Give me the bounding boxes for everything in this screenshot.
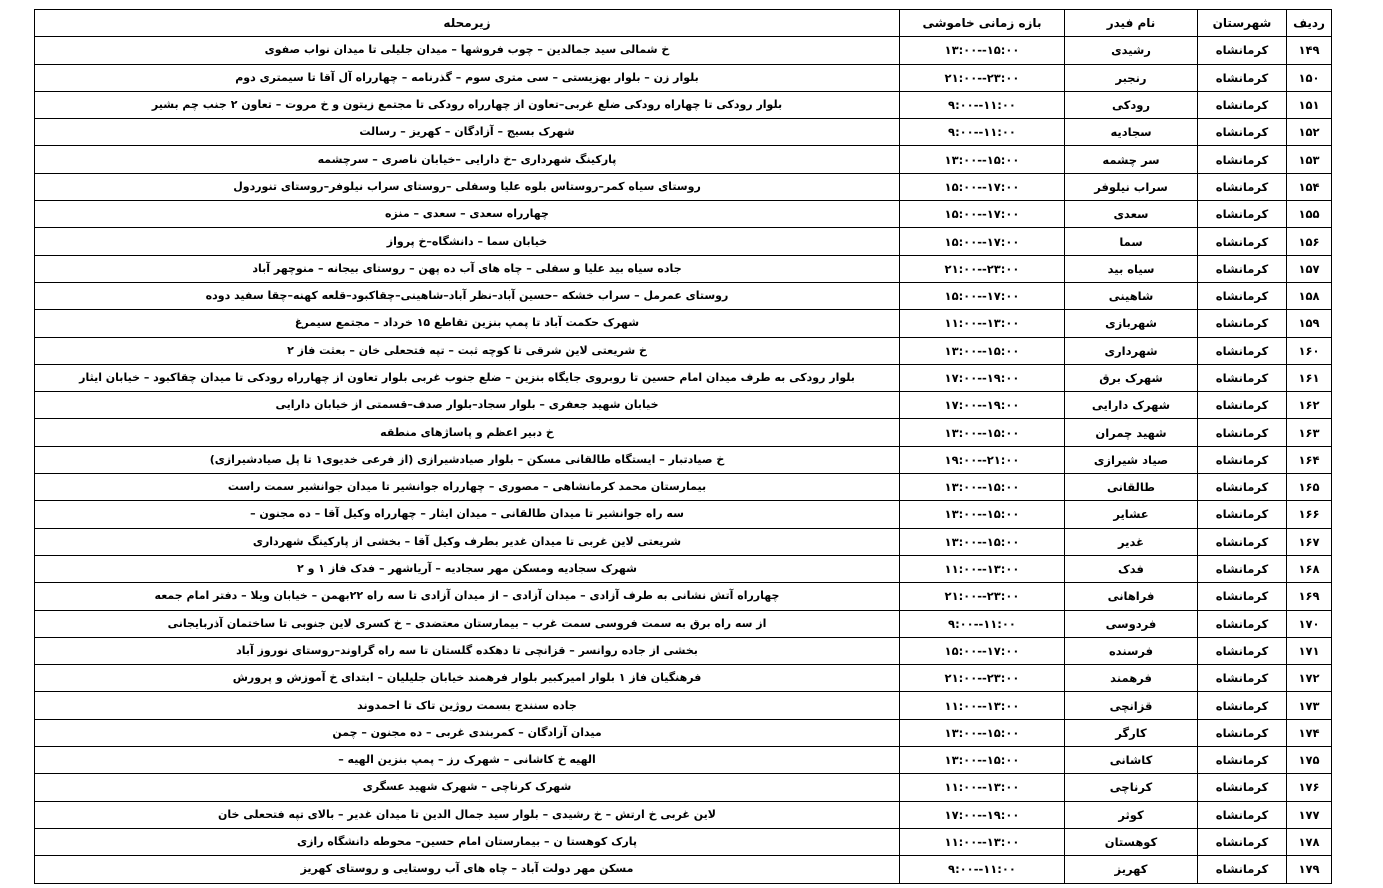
area-cell: پارکینگ شهرداری –خ دارایی –خیابان ناصری – سرچشمه	[35, 146, 900, 173]
row-number-cell: ۱۵۴	[1287, 173, 1332, 200]
table-row	[35, 119, 1332, 146]
outage-time-cell: ۱۷:۰۰--۱۹:۰۰	[900, 392, 1065, 419]
outage-time-cell: ۱۵:۰۰--۱۷:۰۰	[900, 173, 1065, 200]
city-cell: کرمانشاه	[1198, 774, 1287, 801]
feeder-cell: کوهستان	[1065, 828, 1198, 855]
city-cell: کرمانشاه	[1198, 37, 1287, 64]
area-cell: جاده سنندج بسمت روژین تاک تا احمدوند	[35, 692, 900, 719]
outage-time-cell: ۱۳:۰۰--۱۵:۰۰	[900, 419, 1065, 446]
row-number-cell: ۱۶۶	[1287, 501, 1332, 528]
area-cell: شریعتی لاین غربی تا میدان غدیر بطرف وکیل آقا – بخشی از پارکینگ شهرداری	[35, 528, 900, 555]
row-number-cell: ۱۷۳	[1287, 692, 1332, 719]
row-number-cell: ۱۷۰	[1287, 610, 1332, 637]
outage-time-cell: ۱۳:۰۰--۱۵:۰۰	[900, 37, 1065, 64]
feeder-cell: شهربازی	[1065, 310, 1198, 337]
area-cell: خیابان سما – دانشگاه–خ پرواز	[35, 228, 900, 255]
row-number-cell: ۱۷۹	[1287, 856, 1332, 883]
feeder-cell: فردوسی	[1065, 610, 1198, 637]
area-cell: خ دبیر اعظم و پاساژهای منطقه	[35, 419, 900, 446]
feeder-cell: صیاد شیرازی	[1065, 446, 1198, 473]
row-number-cell: ۱۴۹	[1287, 37, 1332, 64]
city-cell: کرمانشاه	[1198, 801, 1287, 828]
row-number-cell: ۱۷۴	[1287, 719, 1332, 746]
area-cell: شهرک بسیج – آزادگان – کهریز – رسالت	[35, 119, 900, 146]
area-cell: جاده سیاه بید علیا و سفلی – چاه های آب ده پهن – روستای بیجانه – منوچهر آباد	[35, 255, 900, 282]
area-cell: از سه راه برق به سمت فروسی سمت غرب – بیمارستان معتضدی – خ کسری لاین جنوبی تا ساختمان آذربایجانی	[35, 610, 900, 637]
table-row	[35, 555, 1332, 582]
feeder-cell: سر چشمه	[1065, 146, 1198, 173]
table-row	[35, 828, 1332, 855]
outage-time-cell: ۹:۰۰--۱۱:۰۰	[900, 119, 1065, 146]
feeder-cell: غدیر	[1065, 528, 1198, 555]
row-number-cell: ۱۵۵	[1287, 201, 1332, 228]
header-area: زیرمحله	[35, 10, 900, 37]
outage-time-cell: ۲۱:۰۰--۲۳:۰۰	[900, 255, 1065, 282]
area-cell: میدان آزادگان – کمربندی غربی – ده مجنون – چمن	[35, 719, 900, 746]
table-row	[35, 583, 1332, 610]
feeder-cell: سعدی	[1065, 201, 1198, 228]
city-cell: کرمانشاه	[1198, 282, 1287, 309]
outage-time-cell: ۲۱:۰۰--۲۳:۰۰	[900, 64, 1065, 91]
city-cell: کرمانشاه	[1198, 719, 1287, 746]
city-cell: کرمانشاه	[1198, 637, 1287, 664]
row-number-cell: ۱۷۲	[1287, 665, 1332, 692]
table-row	[35, 665, 1332, 692]
outage-schedule-table	[34, 9, 1332, 884]
table-header-row	[35, 10, 1332, 37]
table-row	[35, 146, 1332, 173]
table-row	[35, 774, 1332, 801]
feeder-cell: شاهینی	[1065, 282, 1198, 309]
feeder-cell: رودکی	[1065, 91, 1198, 118]
outage-time-cell: ۱۳:۰۰--۱۵:۰۰	[900, 474, 1065, 501]
outage-time-cell: ۱۳:۰۰--۱۵:۰۰	[900, 146, 1065, 173]
city-cell: کرمانشاه	[1198, 747, 1287, 774]
header-row-number: ردیف	[1287, 10, 1332, 37]
table-row	[35, 856, 1332, 883]
table-row	[35, 392, 1332, 419]
header-city: شهرستان	[1198, 10, 1287, 37]
feeder-cell: کهریز	[1065, 856, 1198, 883]
area-cell: بلوار رودکی به طرف میدان امام حسین تا روبروی جایگاه بنزین – ضلع جنوب غربی بلوار تعاون از چهارراه رودکی تا میدان چقاکبود – خیابان ایثار	[35, 364, 900, 391]
header-outage-time: بازه زمانی خاموشی	[900, 10, 1065, 37]
table-row	[35, 801, 1332, 828]
city-cell: کرمانشاه	[1198, 146, 1287, 173]
table-row	[35, 610, 1332, 637]
outage-time-cell: ۱۷:۰۰--۱۹:۰۰	[900, 364, 1065, 391]
area-cell: روستای سیاه کمر–روستاس بلوه علیا وسفلی –روستای سراب نیلوفر–روستای تنوردول	[35, 173, 900, 200]
city-cell: کرمانشاه	[1198, 446, 1287, 473]
table-row	[35, 446, 1332, 473]
row-number-cell: ۱۶۰	[1287, 337, 1332, 364]
row-number-cell: ۱۶۲	[1287, 392, 1332, 419]
table-row	[35, 419, 1332, 446]
table-row	[35, 501, 1332, 528]
area-cell: چهارراه سعدی – سعدی – منزه	[35, 201, 900, 228]
city-cell: کرمانشاه	[1198, 255, 1287, 282]
row-number-cell: ۱۷۵	[1287, 747, 1332, 774]
outage-time-cell: ۱۵:۰۰--۱۷:۰۰	[900, 201, 1065, 228]
table-row	[35, 91, 1332, 118]
outage-time-cell: ۱۹:۰۰--۲۱:۰۰	[900, 446, 1065, 473]
row-number-cell: ۱۵۶	[1287, 228, 1332, 255]
feeder-cell: رنجبر	[1065, 64, 1198, 91]
outage-time-cell: ۹:۰۰--۱۱:۰۰	[900, 856, 1065, 883]
table-row	[35, 637, 1332, 664]
area-cell: پارک کوهستا ن – بیمارستان امام حسین– محوطه دانشگاه رازی	[35, 828, 900, 855]
area-cell: بلوار زن – بلوار بهزیستی – سی متری سوم – گذرنامه – چهارراه آل آقا تا سیمتری دوم	[35, 64, 900, 91]
area-cell: شهرک سجادیه ومسکن مهر سجادیه – آریاشهر – فدک فاز ۱ و ۲	[35, 555, 900, 582]
row-number-cell: ۱۷۱	[1287, 637, 1332, 664]
table-row	[35, 747, 1332, 774]
city-cell: کرمانشاه	[1198, 419, 1287, 446]
row-number-cell: ۱۵۸	[1287, 282, 1332, 309]
area-cell: بلوار رودکی تا چهاراه رودکی ضلع غربی–تعاون از چهارراه رودکی تا مجتمع زیتون و خ مروت – تعاون ۲ جنب چم بشیر	[35, 91, 900, 118]
area-cell: مسکن مهر دولت آباد – چاه های آب روستایی و روستای کهریز	[35, 856, 900, 883]
feeder-cell: فرسنده	[1065, 637, 1198, 664]
row-number-cell: ۱۵۰	[1287, 64, 1332, 91]
table-row	[35, 64, 1332, 91]
outage-time-cell: ۱۱:۰۰--۱۳:۰۰	[900, 774, 1065, 801]
area-cell: چهارراه آتش نشانی به طرف آزادی – میدان آزادی – از میدان آزادی تا سه راه ۲۲بهمن – خیابان ویلا – دفتر امام جمعه	[35, 583, 900, 610]
feeder-cell: شهرک دارایی	[1065, 392, 1198, 419]
table-row	[35, 310, 1332, 337]
city-cell: کرمانشاه	[1198, 665, 1287, 692]
outage-time-cell: ۲۱:۰۰--۲۳:۰۰	[900, 665, 1065, 692]
row-number-cell: ۱۶۸	[1287, 555, 1332, 582]
area-cell: خ صیادتبار – ایستگاه طالقانی مسکن – بلوار صیادشیرازی (از فرعی خدیوی۱ تا پل صیادشیرازی)	[35, 446, 900, 473]
city-cell: کرمانشاه	[1198, 91, 1287, 118]
outage-time-cell: ۱۳:۰۰--۱۵:۰۰	[900, 719, 1065, 746]
feeder-cell: شهرک برق	[1065, 364, 1198, 391]
table-row	[35, 337, 1332, 364]
table-row	[35, 37, 1332, 64]
feeder-cell: کاشانی	[1065, 747, 1198, 774]
city-cell: کرمانشاه	[1198, 173, 1287, 200]
table-row	[35, 364, 1332, 391]
feeder-cell: سراب نیلوفر	[1065, 173, 1198, 200]
table-row	[35, 692, 1332, 719]
outage-time-cell: ۱۳:۰۰--۱۵:۰۰	[900, 528, 1065, 555]
outage-time-cell: ۱۱:۰۰--۱۳:۰۰	[900, 692, 1065, 719]
city-cell: کرمانشاه	[1198, 392, 1287, 419]
feeder-cell: سجادیه	[1065, 119, 1198, 146]
outage-time-cell: ۹:۰۰--۱۱:۰۰	[900, 91, 1065, 118]
outage-time-cell: ۱۵:۰۰--۱۷:۰۰	[900, 282, 1065, 309]
table-row	[35, 474, 1332, 501]
outage-time-cell: ۹:۰۰--۱۱:۰۰	[900, 610, 1065, 637]
city-cell: کرمانشاه	[1198, 228, 1287, 255]
city-cell: کرمانشاه	[1198, 692, 1287, 719]
row-number-cell: ۱۶۷	[1287, 528, 1332, 555]
area-cell: بیمارستان محمد کرمانشاهی – مصوری – چهارراه جوانشیر تا میدان جوانشیر سمت راست	[35, 474, 900, 501]
area-cell: شهرک کرناچی – شهرک شهید عسگری	[35, 774, 900, 801]
feeder-cell: طالقانی	[1065, 474, 1198, 501]
row-number-cell: ۱۶۵	[1287, 474, 1332, 501]
city-cell: کرمانشاه	[1198, 501, 1287, 528]
outage-time-cell: ۱۱:۰۰--۱۳:۰۰	[900, 555, 1065, 582]
area-cell: سه راه جوانشیر تا میدان طالقانی – میدان ایثار – چهارراه وکیل آقا – ده مجنون –	[35, 501, 900, 528]
row-number-cell: ۱۵۳	[1287, 146, 1332, 173]
feeder-cell: فدک	[1065, 555, 1198, 582]
city-cell: کرمانشاه	[1198, 364, 1287, 391]
row-number-cell: ۱۶۴	[1287, 446, 1332, 473]
area-cell: بخشی از جاده روانسر – قزانچی تا دهکده گلستان تا سه راه گراوند–روستای نوروز آباد	[35, 637, 900, 664]
city-cell: کرمانشاه	[1198, 528, 1287, 555]
table-row	[35, 528, 1332, 555]
table-body	[35, 37, 1332, 883]
row-number-cell: ۱۵۲	[1287, 119, 1332, 146]
outage-time-cell: ۲۱:۰۰--۲۳:۰۰	[900, 583, 1065, 610]
row-number-cell: ۱۶۱	[1287, 364, 1332, 391]
feeder-cell: کارگر	[1065, 719, 1198, 746]
area-cell: الهیه خ کاشانی – شهرک رز – پمپ بنزین الهیه –	[35, 747, 900, 774]
table-row	[35, 719, 1332, 746]
feeder-cell: عشایر	[1065, 501, 1198, 528]
feeder-cell: سیاه بید	[1065, 255, 1198, 282]
row-number-cell: ۱۵۱	[1287, 91, 1332, 118]
area-cell: خیابان شهید جعفری – بلوار سجاد–بلوار صدف–قسمتی از خیابان دارایی	[35, 392, 900, 419]
feeder-cell: سما	[1065, 228, 1198, 255]
feeder-cell: کوثر	[1065, 801, 1198, 828]
area-cell: خ شمالی سید جمالدین – چوب فروشها – میدان جلیلی تا میدان نواب صفوی	[35, 37, 900, 64]
table-row	[35, 282, 1332, 309]
outage-time-cell: ۱۵:۰۰--۱۷:۰۰	[900, 637, 1065, 664]
feeder-cell: قزانچی	[1065, 692, 1198, 719]
city-cell: کرمانشاه	[1198, 828, 1287, 855]
outage-time-cell: ۱۳:۰۰--۱۵:۰۰	[900, 501, 1065, 528]
city-cell: کرمانشاه	[1198, 64, 1287, 91]
area-cell: شهرک حکمت آباد تا پمپ بنزین تقاطع ۱۵ خرداد – مجتمع سیمرغ	[35, 310, 900, 337]
row-number-cell: ۱۵۹	[1287, 310, 1332, 337]
table-row	[35, 173, 1332, 200]
row-number-cell: ۱۷۷	[1287, 801, 1332, 828]
area-cell: فرهنگیان فاز ۱ بلوار امیرکبیر بلوار فرهمند خیابان جلیلیان – ابتدای خ آموزش و پرورش	[35, 665, 900, 692]
row-number-cell: ۱۷۸	[1287, 828, 1332, 855]
outage-time-cell: ۱۱:۰۰--۱۳:۰۰	[900, 310, 1065, 337]
feeder-cell: فرهمند	[1065, 665, 1198, 692]
header-feeder: نام فیدر	[1065, 10, 1198, 37]
city-cell: کرمانشاه	[1198, 583, 1287, 610]
row-number-cell: ۱۵۷	[1287, 255, 1332, 282]
area-cell: لاین غربی خ ارتش – خ رشیدی – بلوار سید جمال الدین تا میدان غدیر – بالای تپه فتحعلی خان	[35, 801, 900, 828]
feeder-cell: شهرداری	[1065, 337, 1198, 364]
table-row	[35, 201, 1332, 228]
feeder-cell: کرناچی	[1065, 774, 1198, 801]
area-cell: خ شریعتی لاین شرقی تا کوچه ثبت – تپه فتحعلی خان – بعثت فاز ۲	[35, 337, 900, 364]
outage-time-cell: ۱۳:۰۰--۱۵:۰۰	[900, 747, 1065, 774]
row-number-cell: ۱۶۹	[1287, 583, 1332, 610]
outage-time-cell: ۱۷:۰۰--۱۹:۰۰	[900, 801, 1065, 828]
city-cell: کرمانشاه	[1198, 337, 1287, 364]
outage-time-cell: ۱۵:۰۰--۱۷:۰۰	[900, 228, 1065, 255]
city-cell: کرمانشاه	[1198, 201, 1287, 228]
area-cell: روستای عمرمل – سراب خشکه –حسین آباد–نظر آباد–شاهینی–چقاکبود–قلعه کهنه–چقا سفید دوده	[35, 282, 900, 309]
city-cell: کرمانشاه	[1198, 555, 1287, 582]
table-row	[35, 228, 1332, 255]
outage-time-cell: ۱۱:۰۰--۱۳:۰۰	[900, 828, 1065, 855]
city-cell: کرمانشاه	[1198, 119, 1287, 146]
feeder-cell: شهید چمران	[1065, 419, 1198, 446]
city-cell: کرمانشاه	[1198, 474, 1287, 501]
row-number-cell: ۱۶۳	[1287, 419, 1332, 446]
city-cell: کرمانشاه	[1198, 610, 1287, 637]
city-cell: کرمانشاه	[1198, 856, 1287, 883]
feeder-cell: رشیدی	[1065, 37, 1198, 64]
row-number-cell: ۱۷۶	[1287, 774, 1332, 801]
table-row	[35, 255, 1332, 282]
city-cell: کرمانشاه	[1198, 310, 1287, 337]
feeder-cell: فراهانی	[1065, 583, 1198, 610]
outage-time-cell: ۱۳:۰۰--۱۵:۰۰	[900, 337, 1065, 364]
